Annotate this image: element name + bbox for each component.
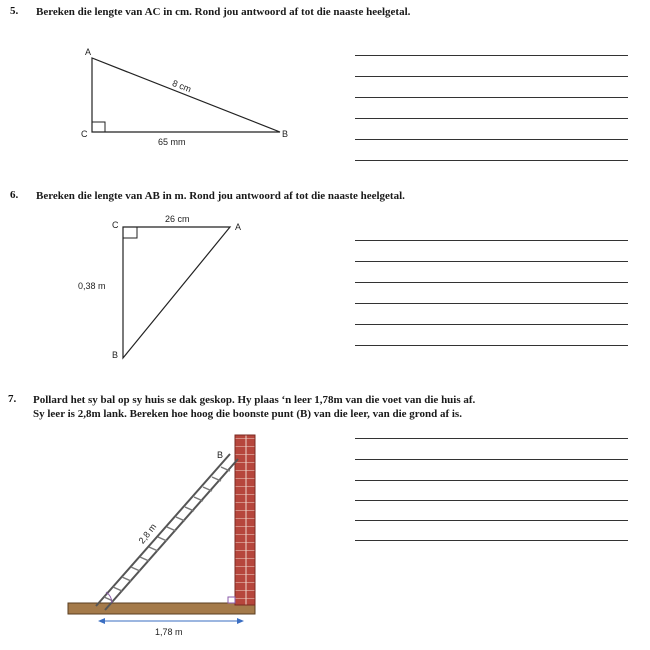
vertex-c-label: C [112, 220, 119, 230]
right-angle-marker [123, 227, 137, 238]
answer-line[interactable] [355, 303, 628, 304]
answer-line[interactable] [355, 540, 628, 541]
vertex-a-label: A [235, 222, 242, 232]
side-length-label: 0,38 m [78, 281, 106, 291]
answer-line[interactable] [355, 324, 628, 325]
answer-line[interactable] [355, 520, 628, 521]
answer-line[interactable] [355, 345, 628, 346]
answer-line[interactable] [355, 97, 628, 98]
answer-line[interactable] [355, 139, 628, 140]
question-5-text: Bereken die lengte van AC in cm. Rond jou antwoord af tot die naaste heelgetal. [36, 6, 411, 18]
right-angle-marker [92, 122, 105, 132]
answer-line[interactable] [355, 261, 628, 262]
vertex-c-label: C [81, 129, 88, 139]
ladder [96, 454, 238, 610]
ground-length-label: 1,78 m [155, 627, 183, 637]
question-7-number: 7. [8, 393, 17, 405]
question-6-triangle-diagram [75, 210, 275, 370]
question-5-number: 5. [10, 5, 19, 17]
triangle-cab [123, 227, 230, 358]
answer-line[interactable] [355, 55, 628, 56]
answer-line[interactable] [355, 500, 628, 501]
question-7-text-line1: Pollard het sy bal op sy huis se dak geskop. Hy plaas ‘n leer 1,78m van die voet van die huis af. [33, 394, 476, 406]
question-6-text: Bereken die lengte van AB in m. Rond jou antwoord af tot die naaste heelgetal. [36, 190, 405, 202]
question-6-number: 6. [10, 189, 19, 201]
answer-line[interactable] [355, 118, 628, 119]
triangle-abc [92, 58, 280, 132]
base-length-label: 65 mm [158, 137, 186, 147]
answer-line[interactable] [355, 438, 628, 439]
question-7-text-line2: Sy leer is 2,8m lank. Bereken hoe hoog die boonste punt (B) van die leer, van die grond af is. [33, 408, 462, 420]
question-5-triangle-diagram [70, 42, 300, 152]
vertex-a-label: A [85, 47, 92, 57]
ladder-length-label: 2,8 m [136, 521, 159, 546]
vertex-b-label: B [112, 350, 119, 360]
top-length-label: 26 cm [165, 214, 190, 224]
right-angle-marker [228, 597, 235, 603]
answer-line[interactable] [355, 160, 628, 161]
answer-line[interactable] [355, 76, 628, 77]
question-7-ladder-diagram [60, 430, 320, 645]
hypotenuse-length-label: 8 cm [170, 78, 193, 95]
answer-line[interactable] [355, 240, 628, 241]
answer-line[interactable] [355, 480, 628, 481]
answer-line[interactable] [355, 282, 628, 283]
vertex-b-label: B [282, 129, 289, 139]
point-b-label: B [217, 450, 224, 460]
answer-line[interactable] [355, 459, 628, 460]
